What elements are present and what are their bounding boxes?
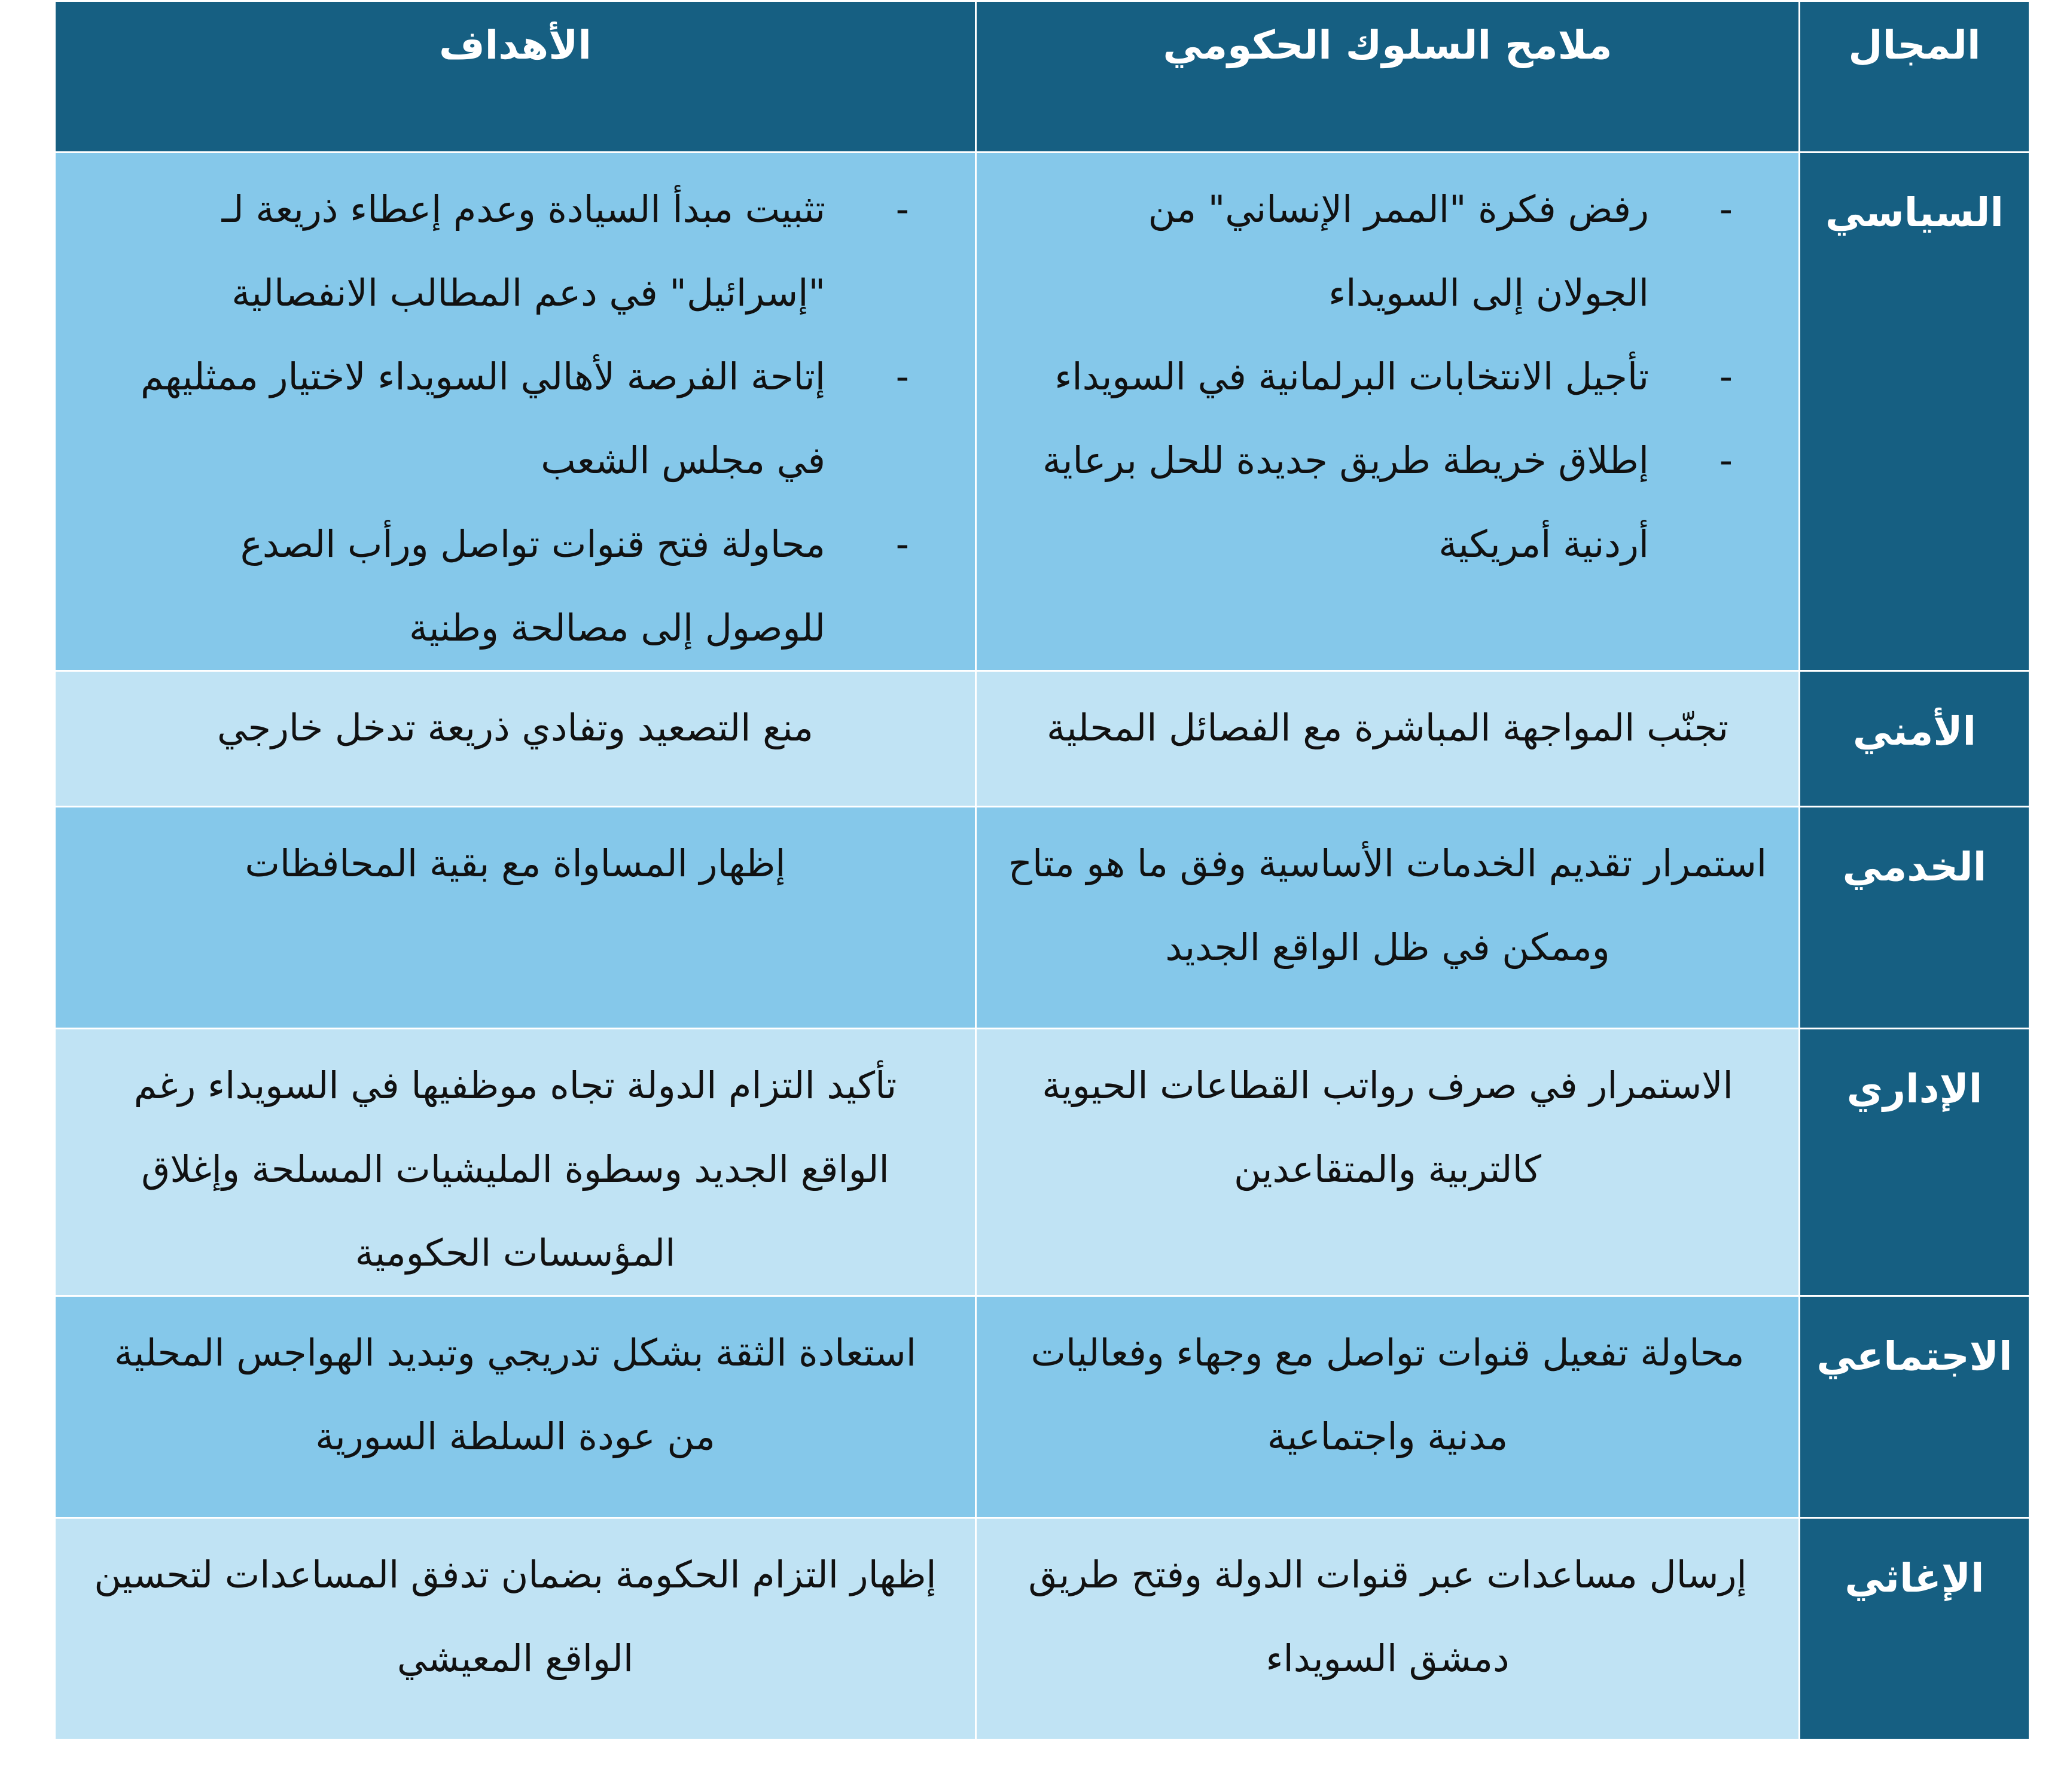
row-goals: إظهار التزام الحكومة بضمان تدفق المساعدات لتحسين الواقع المعيشي bbox=[55, 1518, 976, 1740]
row-behavior bbox=[976, 153, 1800, 671]
row-field: الخدمي bbox=[1800, 807, 2030, 1029]
row-goals: تأكيد التزام الدولة تجاه موظفيها في السويداء رغم الواقع الجديد وسطوة المليشيات المسلحة وإغلاق المؤسسات الحكومية bbox=[55, 1029, 976, 1296]
row-goals: استعادة الثقة بشكل تدريجي وتبديد الهواجس المحلية من عودة السلطة السورية bbox=[55, 1296, 976, 1518]
document-page bbox=[54, 0, 2029, 1741]
table-row bbox=[55, 671, 2030, 807]
row-field: الإغاثي bbox=[1800, 1518, 2030, 1740]
row-behavior: الاستمرار في صرف رواتب القطاعات الحيوية كالتربية والمتقاعدين bbox=[976, 1029, 1800, 1296]
row-behavior: محاولة تفعيل قنوات تواصل مع وجهاء وفعاليات مدنية واجتماعية bbox=[976, 1296, 1800, 1518]
table-header-row bbox=[55, 1, 2030, 153]
row-behavior: استمرار تقديم الخدمات الأساسية وفق ما هو متاح وممكن في ظل الواقع الجديد bbox=[976, 807, 1800, 1029]
list-item: - رفض فكرة "الممر الإنساني" من الجولان إلى السويداء bbox=[1007, 167, 1769, 335]
table-row bbox=[55, 1518, 2030, 1740]
header-goals: الأهداف bbox=[55, 1, 976, 153]
list-item: - إطلاق خريطة طريق جديدة للحل برعاية أردنية أمريكية bbox=[1007, 419, 1769, 586]
table-row bbox=[55, 1029, 2030, 1296]
row-field: الاجتماعي bbox=[1800, 1296, 2030, 1518]
row-behavior: تجنّب المواجهة المباشرة مع الفصائل المحلية bbox=[976, 671, 1800, 807]
header-behavior: ملامح السلوك الحكومي bbox=[976, 1, 1800, 153]
government-behavior-table bbox=[54, 0, 2031, 1741]
table-row bbox=[55, 1296, 2030, 1518]
row-goals bbox=[55, 153, 976, 671]
row-goals: منع التصعيد وتفادي ذريعة تدخل خارجي bbox=[55, 671, 976, 807]
row-behavior: إرسال مساعدات عبر قنوات الدولة وفتح طريق دمشق السويداء bbox=[976, 1518, 1800, 1740]
table-row bbox=[55, 807, 2030, 1029]
row-field: السياسي bbox=[1800, 153, 2030, 671]
table-row bbox=[55, 153, 2030, 671]
list-item: - محاولة فتح قنوات تواصل ورأب الصدع للوصول إلى مصالحة وطنية bbox=[86, 502, 945, 670]
row-field: الأمني bbox=[1800, 671, 2030, 807]
behavior-list bbox=[1007, 167, 1769, 586]
row-field: الإداري bbox=[1800, 1029, 2030, 1296]
header-field: المجال bbox=[1800, 1, 2030, 153]
goals-list bbox=[86, 167, 945, 670]
row-goals: إظهار المساواة مع بقية المحافظات bbox=[55, 807, 976, 1029]
list-item: - تأجيل الانتخابات البرلمانية في السويداء bbox=[1007, 335, 1769, 419]
list-item: - تثبيت مبدأ السيادة وعدم إعطاء ذريعة لـ "إسرائيل" في دعم المطالب الانفصالية bbox=[86, 167, 945, 335]
list-item: - إتاحة الفرصة لأهالي السويداء لاختيار ممثليهم في مجلس الشعب bbox=[86, 335, 945, 502]
